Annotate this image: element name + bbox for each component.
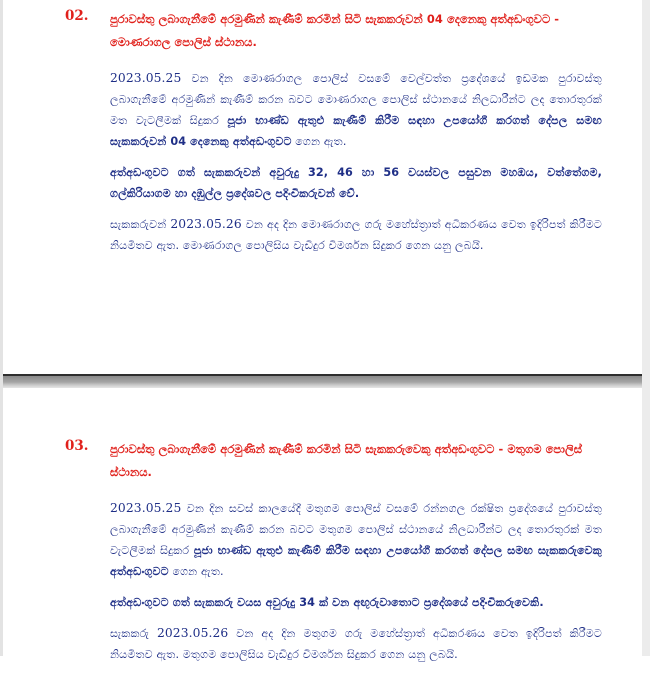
item-paragraph-2: අත්අඩංගුවට ගත් සැකකරුවන් අවුරුදු 32, 46 හා 56 වයස්වල පසුවන මහඔය, වත්තේගම, ගල්කිරියාගම හා දඹුල්ල ප්‍රදේශවල පදිංචිකරුවන් වේ. [110,166,602,200]
paragraph-text: වන දින සවස් කාලයේදී මතුගම පොලිස් වසමේ රන්නගල රක්ෂිත ප්‍රදේශයේ පුරාවස්තු ලබාගැනීමේ අරමුණින් කැණීම් කරන බවට මතුගම පොලිස් ස්ථානයේ නිලධාරීන්ට ලද තොරතුරක් මත වැටලීමක් සිදුකර [110,502,602,557]
date-text: 2023.05.26 [156,626,229,640]
paragraph-bold-text: පූජා භාණ්ඩ ඇතුළු කැණීම් කිරීම සඳහා උපයෝගී කරගත් දේපල සමඟ සැකකරුවෙකු අත්අඩංගුවට [110,544,602,578]
paragraph-bold-text: පූජා භාණ්ඩ ඇතුළු කැණීම් කිරීම සඳහා උපයෝගී කරගත් දේපල සමඟ සැකකරුවන් 04 දෙනෙකු අත්අඩංගුවට [110,114,602,148]
paragraph-text: වන දින මොණරාගල පොලිස් වසමේ වෙල්වත්ත ප්‍රදේශයේ ඉඩමක පුරාවස්තු ලබාගැනීමේ අරමුණින් කැණීම් කරන බවට මොණරාගල පොලිස් ස්ථානයේ නිලධාරීන්ට ලද තොරතුරක් මත වැටලීමක් සිදුකර [110,72,602,127]
paragraph-text: සැකකරු [110,627,157,640]
document-page-2 [3,388,642,661]
item-paragraph-3 [110,214,602,256]
item-paragraph-3 [110,623,602,665]
item-title: පුරාවස්තු ලබාගැනීමේ අරමුණින් කැණීම් කරමින් සිටි සැකකරුවන් 04 දෙනෙකු අත්අඩංගුවට - මොණරාගල පොලිස් ස්ථානය. [110,12,560,49]
item-paragraph-1 [110,68,602,152]
item-paragraph-2: අත්අඩංගුවට ගත් සැකකරු වයස අවුරුදු 34 ක් වන අඟුරුවාතොට ප්‍රදේශයේ පදිංචිකරුවෙකි. [110,596,544,609]
paragraph-text: සැකකරුවන් [110,218,171,231]
date-text: 2023.05.25 [110,501,182,515]
date-text: 2023.05.26 [170,217,242,231]
date-text: 2023.05.25 [110,71,182,85]
item-paragraph-1 [110,498,602,582]
item-number: 02. [65,8,89,24]
paragraph-text: ගෙන ඇත. [291,135,347,148]
paragraph-text: ගෙන ඇත. [168,565,224,578]
item-content [110,8,602,266]
page-separator [3,374,642,388]
item-number: 03. [65,438,89,454]
paragraph-text: වන අද දින මොණරාගල ගරු මහේස්ත්‍රාත් අධිකරණය වෙත ඉදිරිපත් කිරීමට නියමිතව ඇත. මොණරාගල පොලිසිය වැඩිදුර විමර්ශන සිදුකර ගෙන යනු ලබයි. [110,218,602,252]
item-title: පුරාවස්තු ලබාගැනීමේ අරමුණින් කැණීම් කරමින් සිටි සැකකරුවෙකු අත්අඩංගුවට - මතුගම පොලිස් ස්ථානය. [110,442,583,479]
document-page-1 [3,0,642,374]
viewer-scrollbar-track[interactable] [642,0,650,656]
paragraph-text: වන අද දින මතුගම ගරු මහේස්ත්‍රාත් අධිකරණය වෙත ඉදිරිපත් කිරීමට නියමිතව ඇත. මතුගම පොලිසිය වැඩිදුර විමර්ශන සිදුකර ගෙන යනු ලබයි. [110,627,602,661]
item-content [110,438,602,675]
